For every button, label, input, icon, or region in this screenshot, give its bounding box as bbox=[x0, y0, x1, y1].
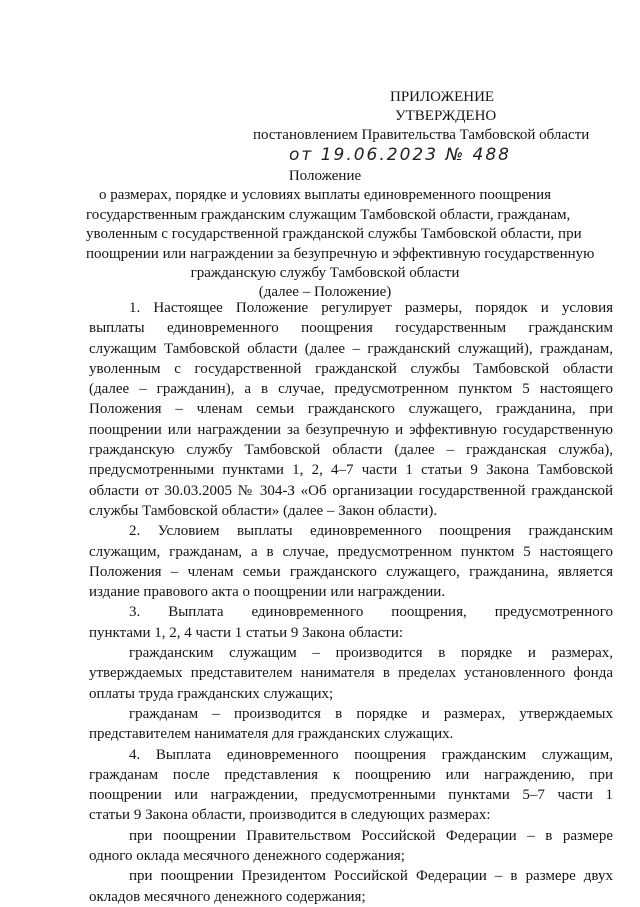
heading-line: поощрении или награждении за безупречную и эффективную государственную bbox=[86, 245, 595, 262]
text-line: гражданским служащим – производится в порядке и размерах, bbox=[129, 645, 613, 662]
text-line: службы Тамбовской области» (далее – Закон области). bbox=[89, 502, 438, 519]
text-line: предусмотренными пунктами 1, 2, 4–7 части 1 статьи 9 Закона Тамбовской bbox=[89, 462, 613, 479]
regulation-body bbox=[89, 298, 613, 907]
text-line: области от 30.03.2005 № 304-З «Об организации государственной гражданской bbox=[89, 482, 613, 499]
text-line: одного оклада месячного денежного содержания; bbox=[89, 848, 405, 865]
text-line: 3. Выплата единовременного поощрения, предусмотренного bbox=[129, 604, 613, 621]
text-line: представителем нанимателя для гражданских служащих. bbox=[89, 726, 454, 743]
text-line: издание правового акта о поощрении или награждении. bbox=[89, 584, 446, 601]
text-line: утверждаемых представителем нанимателя в пределах установленного фонда bbox=[89, 665, 613, 682]
text-line: уволенным с государственной гражданской службы Тамбовской области bbox=[89, 360, 613, 377]
resolution-line: постановлением Правительства Тамбовской области bbox=[253, 127, 590, 143]
heading-line: гражданскую службу Тамбовской области bbox=[190, 265, 460, 282]
text-line: гражданам – производится в порядке и размерах, утверждаемых bbox=[129, 705, 613, 722]
text-line: 4. Выплата единовременного поощрения гражданским служащим, bbox=[129, 746, 613, 763]
text-line: поощрении или награждении, предусмотренными пунктами 5–7 части 1 bbox=[89, 787, 613, 804]
text-line: оплаты труда гражданских служащих; bbox=[89, 685, 334, 702]
text-line: (далее – гражданин), а в случае, предусмотренном пунктом 5 настоящего bbox=[89, 381, 613, 398]
approval-block bbox=[253, 88, 613, 165]
heading-line: государственным гражданским служащим Тамбовской области, гражданам, bbox=[86, 206, 571, 223]
heading-line: (далее – Положение) bbox=[258, 284, 392, 301]
text-line: служащим Тамбовской области (далее – гражданский служащий), гражданам, bbox=[89, 340, 613, 357]
text-line: гражданскую службу Тамбовской области (далее – гражданская служба), bbox=[89, 442, 613, 459]
heading-line: о размерах, порядке и условиях выплаты единовременного поощрения bbox=[98, 187, 552, 204]
heading-line: уволенным с государственной гражданской службы Тамбовской области, при bbox=[86, 226, 582, 243]
regulation-heading bbox=[86, 167, 595, 303]
text-line: гражданам после представления к поощрению или награждению, при bbox=[89, 766, 613, 783]
text-line: 2. Условием выплаты единовременного поощрения гражданским bbox=[129, 523, 613, 540]
text-line: 1. Настоящее Положение регулирует размеры, порядок и условия bbox=[129, 300, 613, 316]
text-line: окладов месячного денежного содержания; bbox=[89, 888, 366, 905]
text-line: поощрении или награждении за безупречную и эффективную государственную bbox=[89, 421, 613, 438]
text-line: Положения – членам семьи гражданского служащего, гражданина, при bbox=[89, 401, 613, 418]
text-line: служащим, гражданам, а в случае, предусмотренном пунктом 5 настоящего bbox=[89, 543, 613, 560]
text-line: при поощрении Правительством Российской Федерации – в размере bbox=[129, 827, 613, 844]
regulation-title: Положение bbox=[288, 168, 362, 184]
approved-label: УТВЕРЖДЕНО bbox=[395, 108, 497, 124]
handwritten-date-number: от 19.06.2023 № 488 bbox=[289, 145, 511, 165]
text-line: выплаты единовременного поощрения государственным гражданским bbox=[89, 320, 613, 337]
text-line: Положения – членам семьи гражданского служащего, гражданина, является bbox=[89, 563, 613, 580]
text-line: при поощрении Президентом Российской Федерации – в размере двух bbox=[129, 868, 613, 885]
text-line: пунктами 1, 2, 4 части 1 статьи 9 Закона области: bbox=[89, 624, 404, 641]
text-line: статьи 9 Закона области, производится в следующих размерах: bbox=[89, 807, 491, 824]
appendix-label: ПРИЛОЖЕНИЕ bbox=[390, 89, 495, 105]
